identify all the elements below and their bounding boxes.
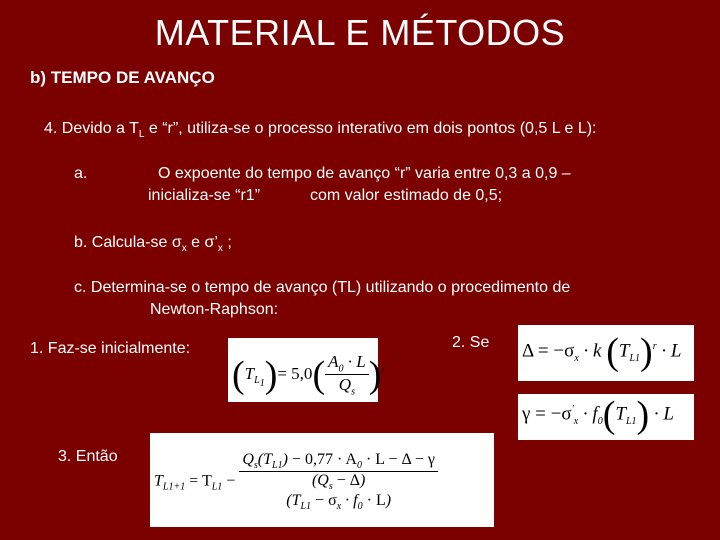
equation-newton-raphson: $T_{L1+1} = T_{L1}$ − $Q_s(T_{L1}) - 0,77 \cdot A_0 \cdot L - \Delta - \gamma$ $(Q_s - \Delta)$ $(T_{L1} - \sigma_x \cdot f_0 \cdot L)$ (150, 433, 494, 527)
item-a-line2a: inicializa-se “r1” (148, 187, 261, 204)
item-b-pre: b. Calcula-se σ (74, 234, 182, 251)
item-b-text (74, 232, 232, 260)
item-4-sub: L (138, 129, 145, 141)
item-b-sub2: x (217, 243, 223, 255)
item-c-line1: c. Determina-se o tempo de avanço (TL) utilizando o procedimento de (74, 279, 571, 296)
item-a-letter: a. (74, 165, 88, 182)
step-3-label: 3. Então (58, 448, 118, 465)
equation-delta: $\Delta = -\sigma_x \cdot k$ $(T_{L1})^r \cdot L$ (518, 325, 694, 381)
item-b-sub1: x (181, 243, 187, 255)
step-2-label: 2. Se (452, 334, 490, 351)
page-title: MATERIAL E MÉTODOS (154, 12, 566, 53)
step-1-label: 1. Faz-se inicialmente: (30, 340, 191, 357)
item-a-line2b: com valor estimado de 0,5; (310, 187, 503, 204)
item-b-mid: e σ’ (186, 234, 218, 251)
item-4-pre: 4. Devido a T (44, 120, 139, 137)
equation-initial-TL: $(T_{L_1})= 5,0$( $\frac{A_0 \cdot L}{Q_s}$ )$^r$ (228, 338, 378, 402)
item-a-line1: O expoente do tempo de avanço “r” varia entre 0,3 a 0,9 – (158, 165, 571, 182)
item-4-post: e “r”, utiliza-se o processo interativo em dois pontos (0,5 L e L): (144, 120, 597, 137)
item-c-line2: Newton-Raphson: (150, 301, 279, 318)
section-subtitle: b) TEMPO DE AVANÇO (30, 68, 215, 87)
equation-gamma: $\gamma = -\sigma'_x \cdot f_0(T_{L1}) \cdot L$ (518, 394, 694, 440)
item-4-text (44, 118, 597, 146)
item-b-post: ; (222, 234, 232, 251)
